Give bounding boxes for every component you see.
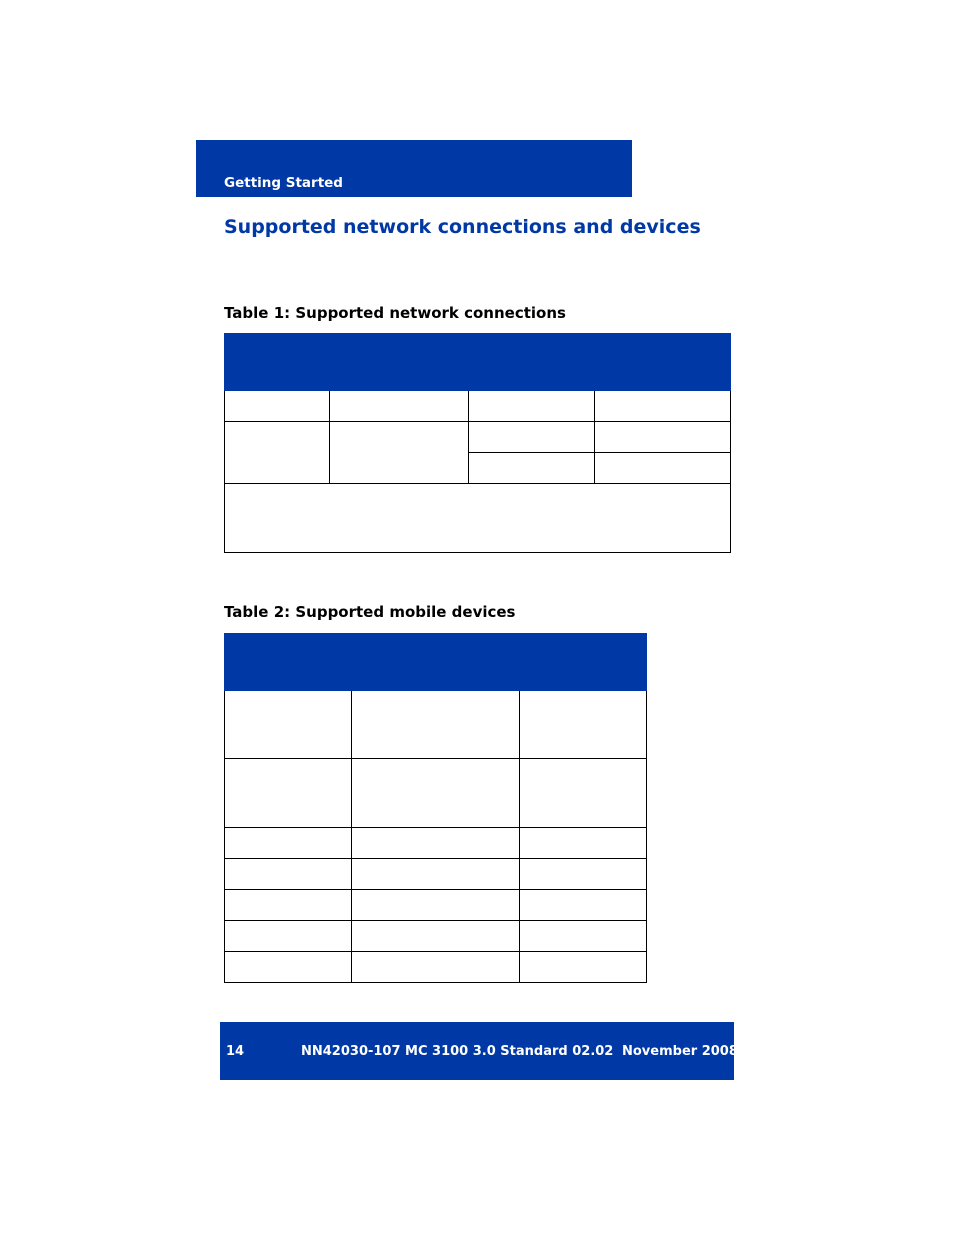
table-cell [469, 453, 595, 484]
table-cell [225, 759, 352, 828]
table-row [225, 952, 647, 983]
table1-caption: Table 1: Supported network connections [224, 304, 566, 322]
table1-header-cell [225, 334, 330, 391]
table-cell [225, 952, 352, 983]
table-cell [352, 890, 520, 921]
table-cell [352, 759, 520, 828]
table-cell [352, 828, 520, 859]
table1-header-cell [469, 334, 731, 391]
table-cell [520, 691, 647, 759]
table-cell [520, 759, 647, 828]
table2-header-cell [520, 634, 647, 691]
table2-header-row [225, 634, 647, 691]
table-cell [352, 691, 520, 759]
table-row [225, 484, 731, 553]
table-note-cell [225, 484, 731, 553]
document-id: NN42030-107 MC 3100 3.0 Standard 02.02 [301, 1044, 614, 1059]
table-cell [595, 391, 731, 422]
table1-header-cell [330, 334, 469, 391]
table2-caption: Table 2: Supported mobile devices [224, 603, 516, 621]
mobile-devices-table [224, 633, 647, 983]
table-cell [595, 453, 731, 484]
table-cell [352, 952, 520, 983]
table-cell [469, 391, 595, 422]
table-row [225, 859, 647, 890]
header-bar [196, 140, 632, 197]
table-row [225, 422, 731, 453]
table-row [225, 691, 647, 759]
table-row [225, 828, 647, 859]
table-cell [330, 422, 469, 484]
page-number: 14 [226, 1044, 245, 1059]
table-cell [520, 890, 647, 921]
network-connections-table [224, 333, 731, 553]
table-cell [225, 422, 330, 484]
table-cell [520, 921, 647, 952]
table2-header-cell [225, 634, 352, 691]
table-row [225, 759, 647, 828]
table-cell [469, 422, 595, 453]
table-cell [225, 890, 352, 921]
table-cell [225, 828, 352, 859]
table-cell [352, 859, 520, 890]
page-title: Supported network connections and devices [224, 216, 701, 238]
table2-header-cell [352, 634, 520, 691]
section-label: Getting Started [224, 175, 343, 191]
table-cell [520, 859, 647, 890]
table-row [225, 391, 731, 422]
table-cell [225, 691, 352, 759]
table-cell [330, 391, 469, 422]
table-row [225, 921, 647, 952]
footer-bar [220, 1022, 738, 1080]
table-cell [352, 921, 520, 952]
table-cell [520, 828, 647, 859]
table-cell [225, 859, 352, 890]
table-cell [595, 422, 731, 453]
table-cell [520, 952, 647, 983]
publication-date: November 2008 [622, 1044, 738, 1059]
table-row [225, 890, 647, 921]
table1-header-row [225, 334, 731, 391]
table-cell [225, 921, 352, 952]
table-cell [225, 391, 330, 422]
